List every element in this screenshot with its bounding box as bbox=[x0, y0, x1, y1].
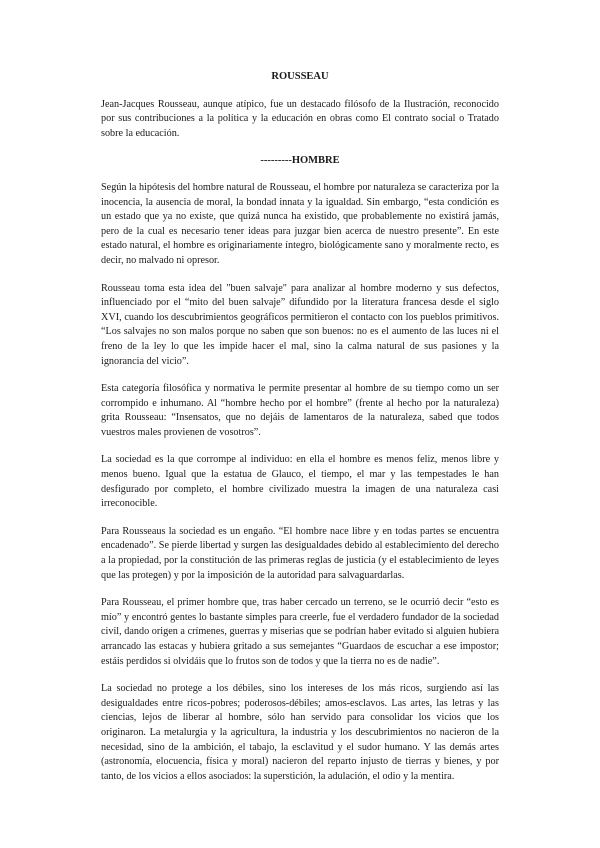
paragraph-4: La sociedad es la que corrompe al individuo: en ella el hombre es menos feliz, menos libre y menos bueno. Igual que la estatua de Glauco, el tiempo, el mar y las tempestades le han desfigurado por completo, el hombre civilizado muestra la imagen de una naturaleza casi irreconocible. bbox=[101, 454, 499, 510]
paragraph-5: Para Rousseaus la sociedad es un engaño. “El hombre nace libre y en todas partes se encuentra encadenado”. Se pierde libertad y surgen las desigualdades debido al establecimiento del derecho a la propiedad, por la constitución de las primeras reglas de justicia (y el establecimiento de leyes que las protegen) y por la imposición de la autoridad para salvaguardarlas. bbox=[101, 525, 499, 581]
paragraph-1: Según la hipótesis del hombre natural de Rousseau, el hombre por naturaleza se caracteriza por la inocencia, la ausencia de moral, la bondad innata y la igualdad. Sin embargo, “esta condición es un estado que ya no existe, que quizá nunca ha existido, que probablemente no existirá jamás, pero de la cual es necesario tener ideas para juzgar bien acerca de nuestro presente”. En este estado natural, el hombre es originariamente íntegro, biológicamente sano y moralmente recto, es decir, no malvado ni opresor. bbox=[101, 181, 499, 266]
intro-paragraph: Jean-Jacques Rousseau, aunque atípico, fue un destacado filósofo de la Ilustración, reconocido por sus contribuciones a la política y la educación en obras como El contrato social o Tratado sobre la educación. bbox=[101, 98, 499, 139]
paragraph-2: Rousseau toma esta idea del "buen salvaje" para analizar al hombre moderno y sus defectos, influenciado por el “mito del buen salvaje” difundido por la literatura francesa desde el siglo XVI, cuando los descubrimientos geográficos permitieron el contacto con los pueblos primitivos. “Los salvajes no son malos porque no saben que son buenos: no es el aumento de las luces ni el freno de la ley lo que les impide hacer el mal, sino la calma natural de sus pasiones y la ignorancia del vicio”. bbox=[101, 282, 499, 367]
document-title: ROUSSEAU bbox=[271, 71, 329, 82]
paragraph-3: Esta categoría filosófica y normativa le permite presentar al hombre de su tiempo como un ser corrompido e inhumano. Al “hombre hecho por el hombre” (frente al hecho por la naturaleza) grita Rousseau: “Insensatos, que no dejáis de lamentaros de la naturaleza, sabed que todos vuestros males provienen de vosotros”. bbox=[101, 383, 499, 438]
section-heading: ---------HOMBRE bbox=[260, 155, 340, 167]
paragraph-7: La sociedad no protege a los débiles, sino los intereses de los más ricos, surgiendo así las desigualdades entre ricos-pobres; poderosos-débiles; amos-esclavos. Las artes, las letras y las ciencias, lejos de liberar al hombre, sólo han servido para consolidar los vicios que los originaron. La metalurgia y la agricultura, la industria y los descubrimientos no nacieron de la necesidad, sino de la ambición, el tabajo, la esclavitud y el sudor humano. Y las demás artes (astronomía, elocuencia, física y moral) nacieron del reparto injusto de tierras y bienes, y por tanto, de los vicios a ellos asociados: la superstición, la adulación, el odio y la mentira. bbox=[101, 683, 499, 782]
paragraph-6: Para Rousseau, el primer hombre que, tras haber cercado un terreno, se le ocurrió decir “esto es mío” y encontró gentes lo bastante simples para creerle, fue el verdadero fundador de la sociedad civil, dando origen a crímenes, guerras y miserias que se podrían haber evitado si alguien hubiera arrancado las estacas y hubiera gritado a sus semejantes “Guardaos de escuchar a ese impostor; estáis perdidos si olvidáis que lo frutos son de todos y que la tierra no es de nadie”. bbox=[101, 597, 499, 667]
document-page bbox=[101, 70, 499, 797]
